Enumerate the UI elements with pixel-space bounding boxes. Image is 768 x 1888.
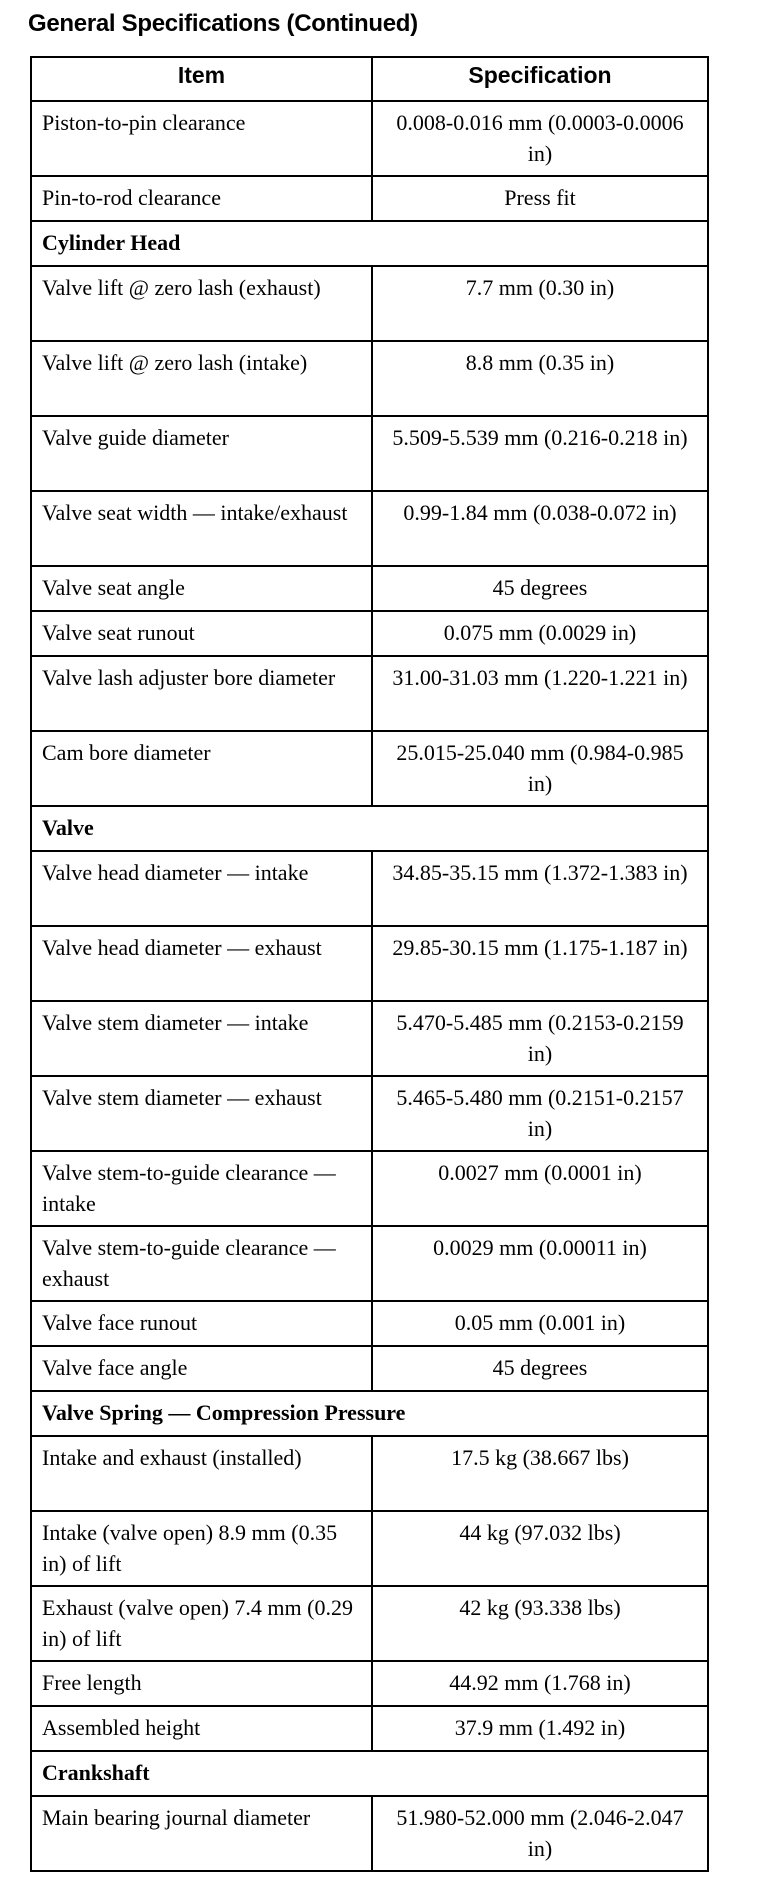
table-row: [31, 101, 708, 176]
specification-cell: 0.0027 mm (0.0001 in): [372, 1151, 708, 1226]
specification-cell: 5.465-5.480 mm (0.2151-0.2157 in): [372, 1076, 708, 1151]
item-cell: Free length: [31, 1661, 372, 1706]
specification-cell: 44 kg (97.032 lbs): [372, 1511, 708, 1586]
specification-cell: 0.99-1.84 mm (0.038-0.072 in): [372, 491, 708, 566]
table-row: [31, 926, 708, 1001]
item-cell: Valve seat angle: [31, 566, 372, 611]
specification-cell: 8.8 mm (0.35 in): [372, 341, 708, 416]
item-cell: Valve face runout: [31, 1301, 372, 1346]
table-row: [31, 566, 708, 611]
table-row: [31, 1511, 708, 1586]
specification-cell: 31.00-31.03 mm (1.220-1.221 in): [372, 656, 708, 731]
table-row: [31, 266, 708, 341]
item-cell: Valve head diameter — intake: [31, 851, 372, 926]
item-cell: Cam bore diameter: [31, 731, 372, 806]
page-title: General Specifications (Continued): [28, 10, 418, 37]
table-row: [31, 731, 708, 806]
specification-cell: 7.7 mm (0.30 in): [372, 266, 708, 341]
table-row: [31, 1661, 708, 1706]
specification-cell: 44.92 mm (1.768 in): [372, 1661, 708, 1706]
table-row: [31, 1586, 708, 1661]
item-cell: Valve guide diameter: [31, 416, 372, 491]
table-row: [31, 1436, 708, 1511]
item-cell: Pin-to-rod clearance: [31, 176, 372, 221]
specification-cell: 0.075 mm (0.0029 in): [372, 611, 708, 656]
item-cell: Valve face angle: [31, 1346, 372, 1391]
specifications-table: [30, 56, 709, 1872]
specification-cell: 51.980-52.000 mm (2.046-2.047 in): [372, 1796, 708, 1871]
table-body: [31, 101, 708, 1871]
section-header-row: [31, 806, 708, 851]
column-header-specification: Specification: [372, 57, 708, 101]
specification-cell: 5.470-5.485 mm (0.2153-0.2159 in): [372, 1001, 708, 1076]
specification-cell: 0.05 mm (0.001 in): [372, 1301, 708, 1346]
specification-cell: 29.85-30.15 mm (1.175-1.187 in): [372, 926, 708, 1001]
item-cell: Valve stem diameter — intake: [31, 1001, 372, 1076]
specification-cell: 5.509-5.539 mm (0.216-0.218 in): [372, 416, 708, 491]
table-row: [31, 1301, 708, 1346]
table-row: [31, 656, 708, 731]
item-cell: Assembled height: [31, 1706, 372, 1751]
item-cell: Valve stem diameter — exhaust: [31, 1076, 372, 1151]
item-cell: Exhaust (valve open) 7.4 mm (0.29 in) of lift: [31, 1586, 372, 1661]
specification-cell: Press fit: [372, 176, 708, 221]
item-cell: Valve stem-to-guide clearance — exhaust: [31, 1226, 372, 1301]
item-cell: Intake and exhaust (installed): [31, 1436, 372, 1511]
item-cell: Valve stem-to-guide clearance — intake: [31, 1151, 372, 1226]
specification-cell: 42 kg (93.338 lbs): [372, 1586, 708, 1661]
table-row: [31, 341, 708, 416]
item-cell: Valve lash adjuster bore diameter: [31, 656, 372, 731]
item-cell: Valve lift @ zero lash (intake): [31, 341, 372, 416]
table-row: [31, 1226, 708, 1301]
table-header-row: [31, 57, 708, 101]
item-cell: Valve seat width — intake/exhaust: [31, 491, 372, 566]
specification-cell: 37.9 mm (1.492 in): [372, 1706, 708, 1751]
table-row: [31, 176, 708, 221]
item-cell: Valve head diameter — exhaust: [31, 926, 372, 1001]
item-cell: Intake (valve open) 8.9 mm (0.35 in) of lift: [31, 1511, 372, 1586]
item-cell: Valve seat runout: [31, 611, 372, 656]
table-row: [31, 1151, 708, 1226]
section-title: Valve: [31, 806, 708, 851]
table-row: [31, 1346, 708, 1391]
section-title: Crankshaft: [31, 1751, 708, 1796]
specification-cell: 0.008-0.016 mm (0.0003-0.0006 in): [372, 101, 708, 176]
specification-cell: 0.0029 mm (0.00011 in): [372, 1226, 708, 1301]
table-row: [31, 1001, 708, 1076]
specification-cell: 45 degrees: [372, 566, 708, 611]
table-row: [31, 1706, 708, 1751]
table-row: [31, 416, 708, 491]
table-row: [31, 1076, 708, 1151]
item-cell: Main bearing journal diameter: [31, 1796, 372, 1871]
specification-cell: 25.015-25.040 mm (0.984-0.985 in): [372, 731, 708, 806]
item-cell: Valve lift @ zero lash (exhaust): [31, 266, 372, 341]
table-row: [31, 491, 708, 566]
section-header-row: [31, 1391, 708, 1436]
column-header-item: Item: [31, 57, 372, 101]
item-cell: Piston-to-pin clearance: [31, 101, 372, 176]
table-row: [31, 1796, 708, 1871]
section-title: Valve Spring — Compression Pressure: [31, 1391, 708, 1436]
table-row: [31, 611, 708, 656]
section-header-row: [31, 1751, 708, 1796]
section-header-row: [31, 221, 708, 266]
specification-cell: 34.85-35.15 mm (1.372-1.383 in): [372, 851, 708, 926]
table-row: [31, 851, 708, 926]
specification-cell: 17.5 kg (38.667 lbs): [372, 1436, 708, 1511]
section-title: Cylinder Head: [31, 221, 708, 266]
specification-cell: 45 degrees: [372, 1346, 708, 1391]
